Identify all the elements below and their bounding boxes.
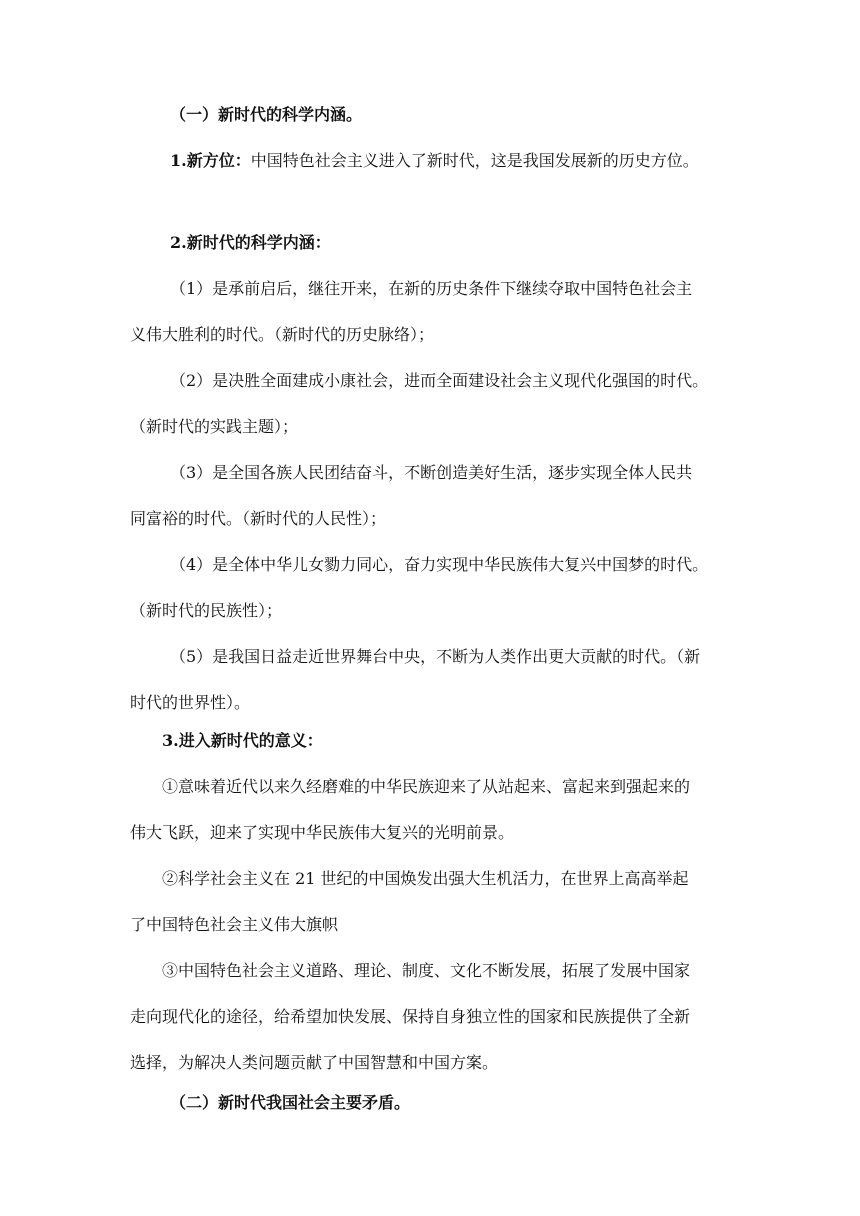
list-item-3 [130, 450, 730, 542]
list-item-3-line1: （3）是全国各族人民团结奋斗，不断创造美好生活，逐步实现全体人民共 [170, 463, 693, 482]
significance-item-1-line1: ①意味着近代以来久经磨难的中华民族迎来了从站起来、富起来到强起来的 [162, 777, 691, 796]
section1-heading [130, 92, 730, 138]
significance-heading [130, 718, 730, 764]
list-item-3-line2: 同富裕的时代。（新时代的人民性）； [130, 509, 387, 528]
list-item-1-line1: （1）是承前启后，继往开来，在新的历史条件下继续夺取中国特色社会主 [170, 279, 693, 298]
section2-heading-text: （二）新时代我国社会主要矛盾。 [170, 1093, 411, 1112]
significance-item-1 [130, 764, 730, 856]
list-item-1 [130, 266, 730, 358]
list-item-1-line2: 义伟大胜利的时代。（新时代的历史脉络）； [130, 325, 435, 344]
significance-item-2 [130, 856, 730, 948]
connotation-heading [130, 220, 730, 266]
significance-item-2-line1: ②科学社会主义在 21 世纪的中国焕发出强大生机活力，在世界上高高举起 [162, 869, 689, 888]
section1-heading-text: （一）新时代的科学内涵。 [170, 105, 363, 124]
list-item-4-line2: （新时代的民族性）； [130, 601, 283, 620]
list-item-5-line2: 时代的世界性）。 [130, 693, 251, 712]
list-item-5-line1: （5）是我国日益走近世界舞台中央，不断为人类作出更大贡献的时代。（新 [170, 647, 701, 666]
significance-item-1-line2: 伟大飞跃，迎来了实现中华民族伟大复兴的光明前景。 [130, 823, 515, 842]
new-position-label: 1.新方位： [170, 151, 251, 170]
list-item-2-line2: （新时代的实践主题）； [130, 417, 299, 436]
list-item-2-line1: （2）是决胜全面建成小康社会，进而全面建设社会主义现代化强国的时代。 [170, 371, 709, 390]
connotation-heading-text: 2.新时代的科学内涵： [170, 233, 331, 252]
list-item-4 [130, 542, 730, 634]
significance-item-3-line2: 走向现代化的途径，给希望加快发展、保持自身独立性的国家和民族提供了全新 [130, 1007, 691, 1026]
paragraph-new-position [130, 138, 730, 184]
section2-heading [130, 1080, 730, 1126]
significance-item-3 [130, 948, 730, 1086]
significance-item-3-line3: 选择，为解决人类问题贡献了中国智慧和中国方案。 [130, 1053, 499, 1072]
list-item-2 [130, 358, 730, 450]
list-item-4-line1: （4）是全体中华儿女勠力同心，奋力实现中华民族伟大复兴中国梦的时代。 [170, 555, 709, 574]
significance-heading-text: 3.进入新时代的意义： [162, 731, 323, 750]
significance-item-3-line1: ③中国特色社会主义道路、理论、制度、文化不断发展，拓展了发展中国家 [162, 961, 691, 980]
list-item-5 [130, 634, 730, 726]
significance-item-2-line2: 了中国特色社会主义伟大旗帜 [130, 915, 339, 934]
new-position-text: 中国特色社会主义进入了新时代，这是我国发展新的历史方位。 [250, 151, 699, 170]
